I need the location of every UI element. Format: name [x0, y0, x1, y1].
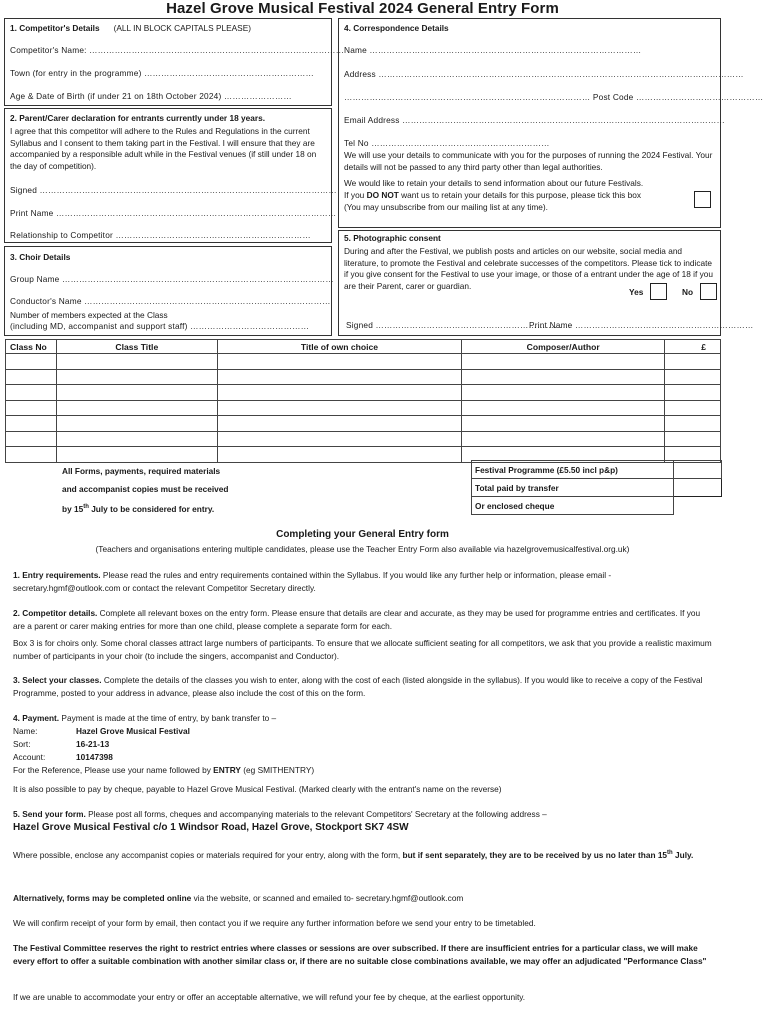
table-row [6, 400, 721, 416]
section-5-heading: 5. Photographic consent [344, 233, 441, 243]
competitor-name-field[interactable]: Competitor's Name: ……………………………………………………………………………… [10, 45, 345, 55]
parent-declaration-box [4, 108, 337, 243]
class-no-cell[interactable] [6, 354, 57, 370]
deadline-line-3: by 15th July to be considered for entry. [62, 503, 215, 514]
competitor-details-paragraph: 2. Competitor details. Complete all relevant boxes on the entry form. Please ensure that details are clear and accurate, as they may be used for programme entries and certificates. If you are a parent or carer making entries for more than one child, please complete a separate form for each. [13, 608, 701, 631]
col-fee: £ [665, 340, 721, 354]
completing-subheading: (Teachers and organisations entering multiple candidates, please use the Teacher Entry Form also available via hazelgrovemusicalfestival.org.uk) [95, 544, 630, 554]
group-name-field[interactable]: Group Name …………………………………………………………………………………… [10, 274, 334, 284]
fee-cell[interactable] [665, 400, 721, 416]
table-row [6, 431, 721, 447]
class-title-cell[interactable] [56, 447, 217, 463]
consent-yes-label: Yes [629, 287, 644, 297]
fee-cell[interactable] [665, 385, 721, 401]
class-no-cell[interactable] [6, 385, 57, 401]
class-title-cell[interactable] [56, 416, 217, 432]
class-no-cell[interactable] [6, 400, 57, 416]
col-class-no: Class No [6, 340, 57, 354]
retain-text-3: (You may unsubscribe from our mailing list at any time). [344, 202, 548, 212]
correspondence-box [338, 18, 763, 228]
class-title-cell[interactable] [56, 431, 217, 447]
section-4-heading: 4. Correspondence Details [344, 23, 449, 33]
postcode-field[interactable]: …………………………………………………………………………… Post Code ……………………………………… [344, 92, 763, 102]
composer-cell[interactable] [462, 416, 665, 432]
deadline-line-2: and accompanist copies must be received [62, 484, 229, 494]
programme-amount-field[interactable] [674, 461, 722, 479]
do-not-retain-checkbox[interactable] [694, 191, 711, 208]
own-choice-cell[interactable] [217, 385, 462, 401]
own-choice-cell[interactable] [217, 447, 462, 463]
town-field[interactable]: Town (for entry in the programme) …………………………………………………… [10, 68, 315, 78]
competitor-details-box [4, 18, 345, 106]
programme-label: Festival Programme (£5.50 incl p&p) [472, 461, 674, 479]
col-own-choice: Title of own choice [217, 340, 462, 354]
transfer-amount-field[interactable] [674, 479, 722, 497]
consent-no-checkbox[interactable] [700, 283, 717, 300]
class-title-cell[interactable] [56, 369, 217, 385]
enclose-paragraph: Where possible, enclose any accompanist copies or materials required for your entry, along with the form, but if sent separately, they are to be received by us no later than 15th July. [13, 849, 694, 860]
email-field[interactable]: Email Address …………………………………………………………………………………………………… [344, 115, 726, 125]
declaration-text: I agree that this competitor will adhere to the Rules and Regulations in the current Syllabus and I consent to them taking part in the Festival. I will ensure that they are accompanied by a responsible adult while in the Festival venues (if still under 18 on the day of competition). [10, 126, 317, 171]
section-2-heading: 2. Parent/Carer declaration for entrants currently under 18 years. [10, 113, 265, 123]
payment-name-row: Name: Hazel Grove Musical Festival [13, 726, 190, 736]
table-row [6, 385, 721, 401]
select-classes-paragraph: 3. Select your classes. Complete the details of the classes you wish to enter, along with the cost of each (listed alongside in the syllabus). If you would like to receive a copy of the Festival Programme, posted to your address in advance, please also include the cost of this on the form. [13, 675, 703, 698]
composer-cell[interactable] [462, 431, 665, 447]
class-no-cell[interactable] [6, 369, 57, 385]
postal-address: Hazel Grove Musical Festival c/o 1 Windsor Road, Hazel Grove, Stockport SK7 4SW [13, 822, 409, 833]
consent-yes-checkbox[interactable] [650, 283, 667, 300]
table-row [6, 354, 721, 370]
tel-field[interactable]: Tel No ……………………………………………………… [344, 138, 550, 148]
col-composer: Composer/Author [462, 340, 665, 354]
cheque-amount-area [674, 497, 722, 515]
completing-heading: Completing your General Entry form [276, 529, 449, 540]
payment-paragraph: 4. Payment. Payment is made at the time of entry, by bank transfer to – [13, 713, 277, 723]
fee-cell[interactable] [665, 416, 721, 432]
composer-cell[interactable] [462, 385, 665, 401]
transfer-row [472, 479, 722, 497]
online-paragraph: Alternatively, forms may be completed online via the website, or scanned and emailed to- secretary.hgmf@outlook.com [13, 893, 464, 903]
class-title-cell[interactable] [56, 400, 217, 416]
section-1-heading: 1. Competitor's Details (ALL IN BLOCK CAPITALS PLEASE) [10, 23, 251, 33]
classes-table [5, 339, 721, 463]
composer-cell[interactable] [462, 369, 665, 385]
totals-table [471, 460, 722, 515]
class-no-cell[interactable] [6, 416, 57, 432]
table-row [6, 416, 721, 432]
parent-signed-field[interactable]: Signed …………………………………………………………………………………………… [10, 185, 337, 195]
cheque-paragraph: It is also possible to pay by cheque, payable to Hazel Grove Musical Festival. (Marked clearly with the entrant's name on the reverse) [13, 784, 502, 794]
form-title: Hazel Grove Musical Festival 2024 General Entry Form [166, 0, 559, 17]
retain-text-2: If you DO NOT want us to retain your details for this purpose, please tick this box [344, 190, 641, 200]
photo-consent-text: During and after the Festival, we publish posts and articles on our website, social media and literature, to promote the Festival and celebrate successes of the competitors. Please tick to indicate if you give consent for the Festival to use your image, or those of a entrant under the age of 18 if you are their Parent, carer or guardian. [344, 246, 713, 291]
age-dob-field[interactable]: Age & Date of Birth (if under 21 on 18th October 2024) …………………… [10, 91, 292, 101]
own-choice-cell[interactable] [217, 369, 462, 385]
own-choice-cell[interactable] [217, 354, 462, 370]
programme-row [472, 461, 722, 479]
reference-line: For the Reference, Please use your name followed by ENTRY (eg SMITHENTRY) [13, 765, 315, 775]
consent-no-label: No [682, 287, 694, 297]
payment-account-row: Account: 10147398 [13, 752, 113, 762]
photo-consent-box [338, 230, 754, 336]
conductor-name-field[interactable]: Conductor's Name …………………………………………………………………………… [10, 296, 331, 306]
confirm-paragraph: We will confirm receipt of your form by email, then contact you if we require any further information before we send your entry to be timetabled. [13, 918, 536, 928]
consent-signed-field[interactable]: Signed …………………………………………………………… [346, 320, 571, 330]
correspondence-name-field[interactable]: Name …………………………………………………………………………………… [344, 45, 642, 55]
own-choice-cell[interactable] [217, 400, 462, 416]
deadline-line-1: All Forms, payments, required materials [62, 466, 221, 476]
fee-cell[interactable] [665, 369, 721, 385]
parent-print-name-field[interactable]: Print Name ……………………………………………………………………………………… [10, 208, 337, 218]
members-field[interactable]: (including MD, accompanist and support staff) …………………………………… [10, 321, 310, 331]
transfer-label: Total paid by transfer [472, 479, 674, 497]
payment-sort-row: Sort: 16-21-13 [13, 739, 110, 749]
cheque-row [472, 497, 722, 515]
composer-cell[interactable] [462, 354, 665, 370]
refund-paragraph: If we are unable to accommodate your entry or offer an acceptable alternative, we will refund your fee by cheque, at the earliest opportunity. [13, 992, 526, 1002]
choir-details-box [4, 246, 332, 336]
class-title-cell[interactable] [56, 354, 217, 370]
block-capitals-note: (ALL IN BLOCK CAPITALS PLEASE) [113, 23, 251, 33]
class-title-cell[interactable] [56, 385, 217, 401]
consent-print-name-field[interactable]: Print Name ……………………………………………………… [529, 320, 754, 330]
section-3-heading: 3. Choir Details [10, 252, 71, 262]
table-row [6, 369, 721, 385]
class-no-cell[interactable] [6, 431, 57, 447]
address-field[interactable]: Address ………………………………………………………………………………………………………………… [344, 69, 744, 79]
choir-paragraph: Box 3 is for choirs only. Some choral classes attract large numbers of participants. To ensure that we allocate sufficient seating for all competitors, we ask that you provide a realistic maximum number of participants in your choir (to include the singers, accompanist and Conductor). [13, 638, 712, 661]
col-class-title: Class Title [56, 340, 217, 354]
relationship-field[interactable]: Relationship to Competitor …………………………………………………………… [10, 230, 311, 240]
members-label: Number of members expected at the Class [10, 310, 168, 320]
cheque-label: Or enclosed cheque [472, 497, 674, 515]
data-use-text: We will use your details to communicate with you for the purposes of running the 2024 Festival. Your details will not be passed to any third party other than legal authorities. [344, 150, 713, 172]
fee-cell[interactable] [665, 354, 721, 370]
entry-requirements-paragraph: 1. Entry requirements. Please read the rules and entry requirements contained within the Syllabus. If you would like any further help or information, please email - secretary.hgmf@outlook.com or contact the relevant Competitor Secretary directly. [13, 570, 612, 593]
own-choice-cell[interactable] [217, 431, 462, 447]
composer-cell[interactable] [462, 400, 665, 416]
retain-text-1: We would like to retain your details to send information about our future Festivals. [344, 178, 644, 188]
table-header-row [6, 340, 721, 354]
send-form-paragraph: 5. Send your form. Please post all forms, cheques and accompanying materials to the relevant Competitors' Secretary at the following address – [13, 809, 547, 819]
class-no-cell[interactable] [6, 447, 57, 463]
own-choice-cell[interactable] [217, 416, 462, 432]
deadline-note [62, 462, 228, 518]
reserve-paragraph: The Festival Committee reserves the right to restrict entries where classes or sessions are over subscribed. If there are insufficient entries for a particular class, we will make every effort to offer a suitable combination with another similar class or, if there are no suitable close combinations available, we may offer an adjudicated "Performance Class" [13, 943, 707, 966]
fee-cell[interactable] [665, 431, 721, 447]
